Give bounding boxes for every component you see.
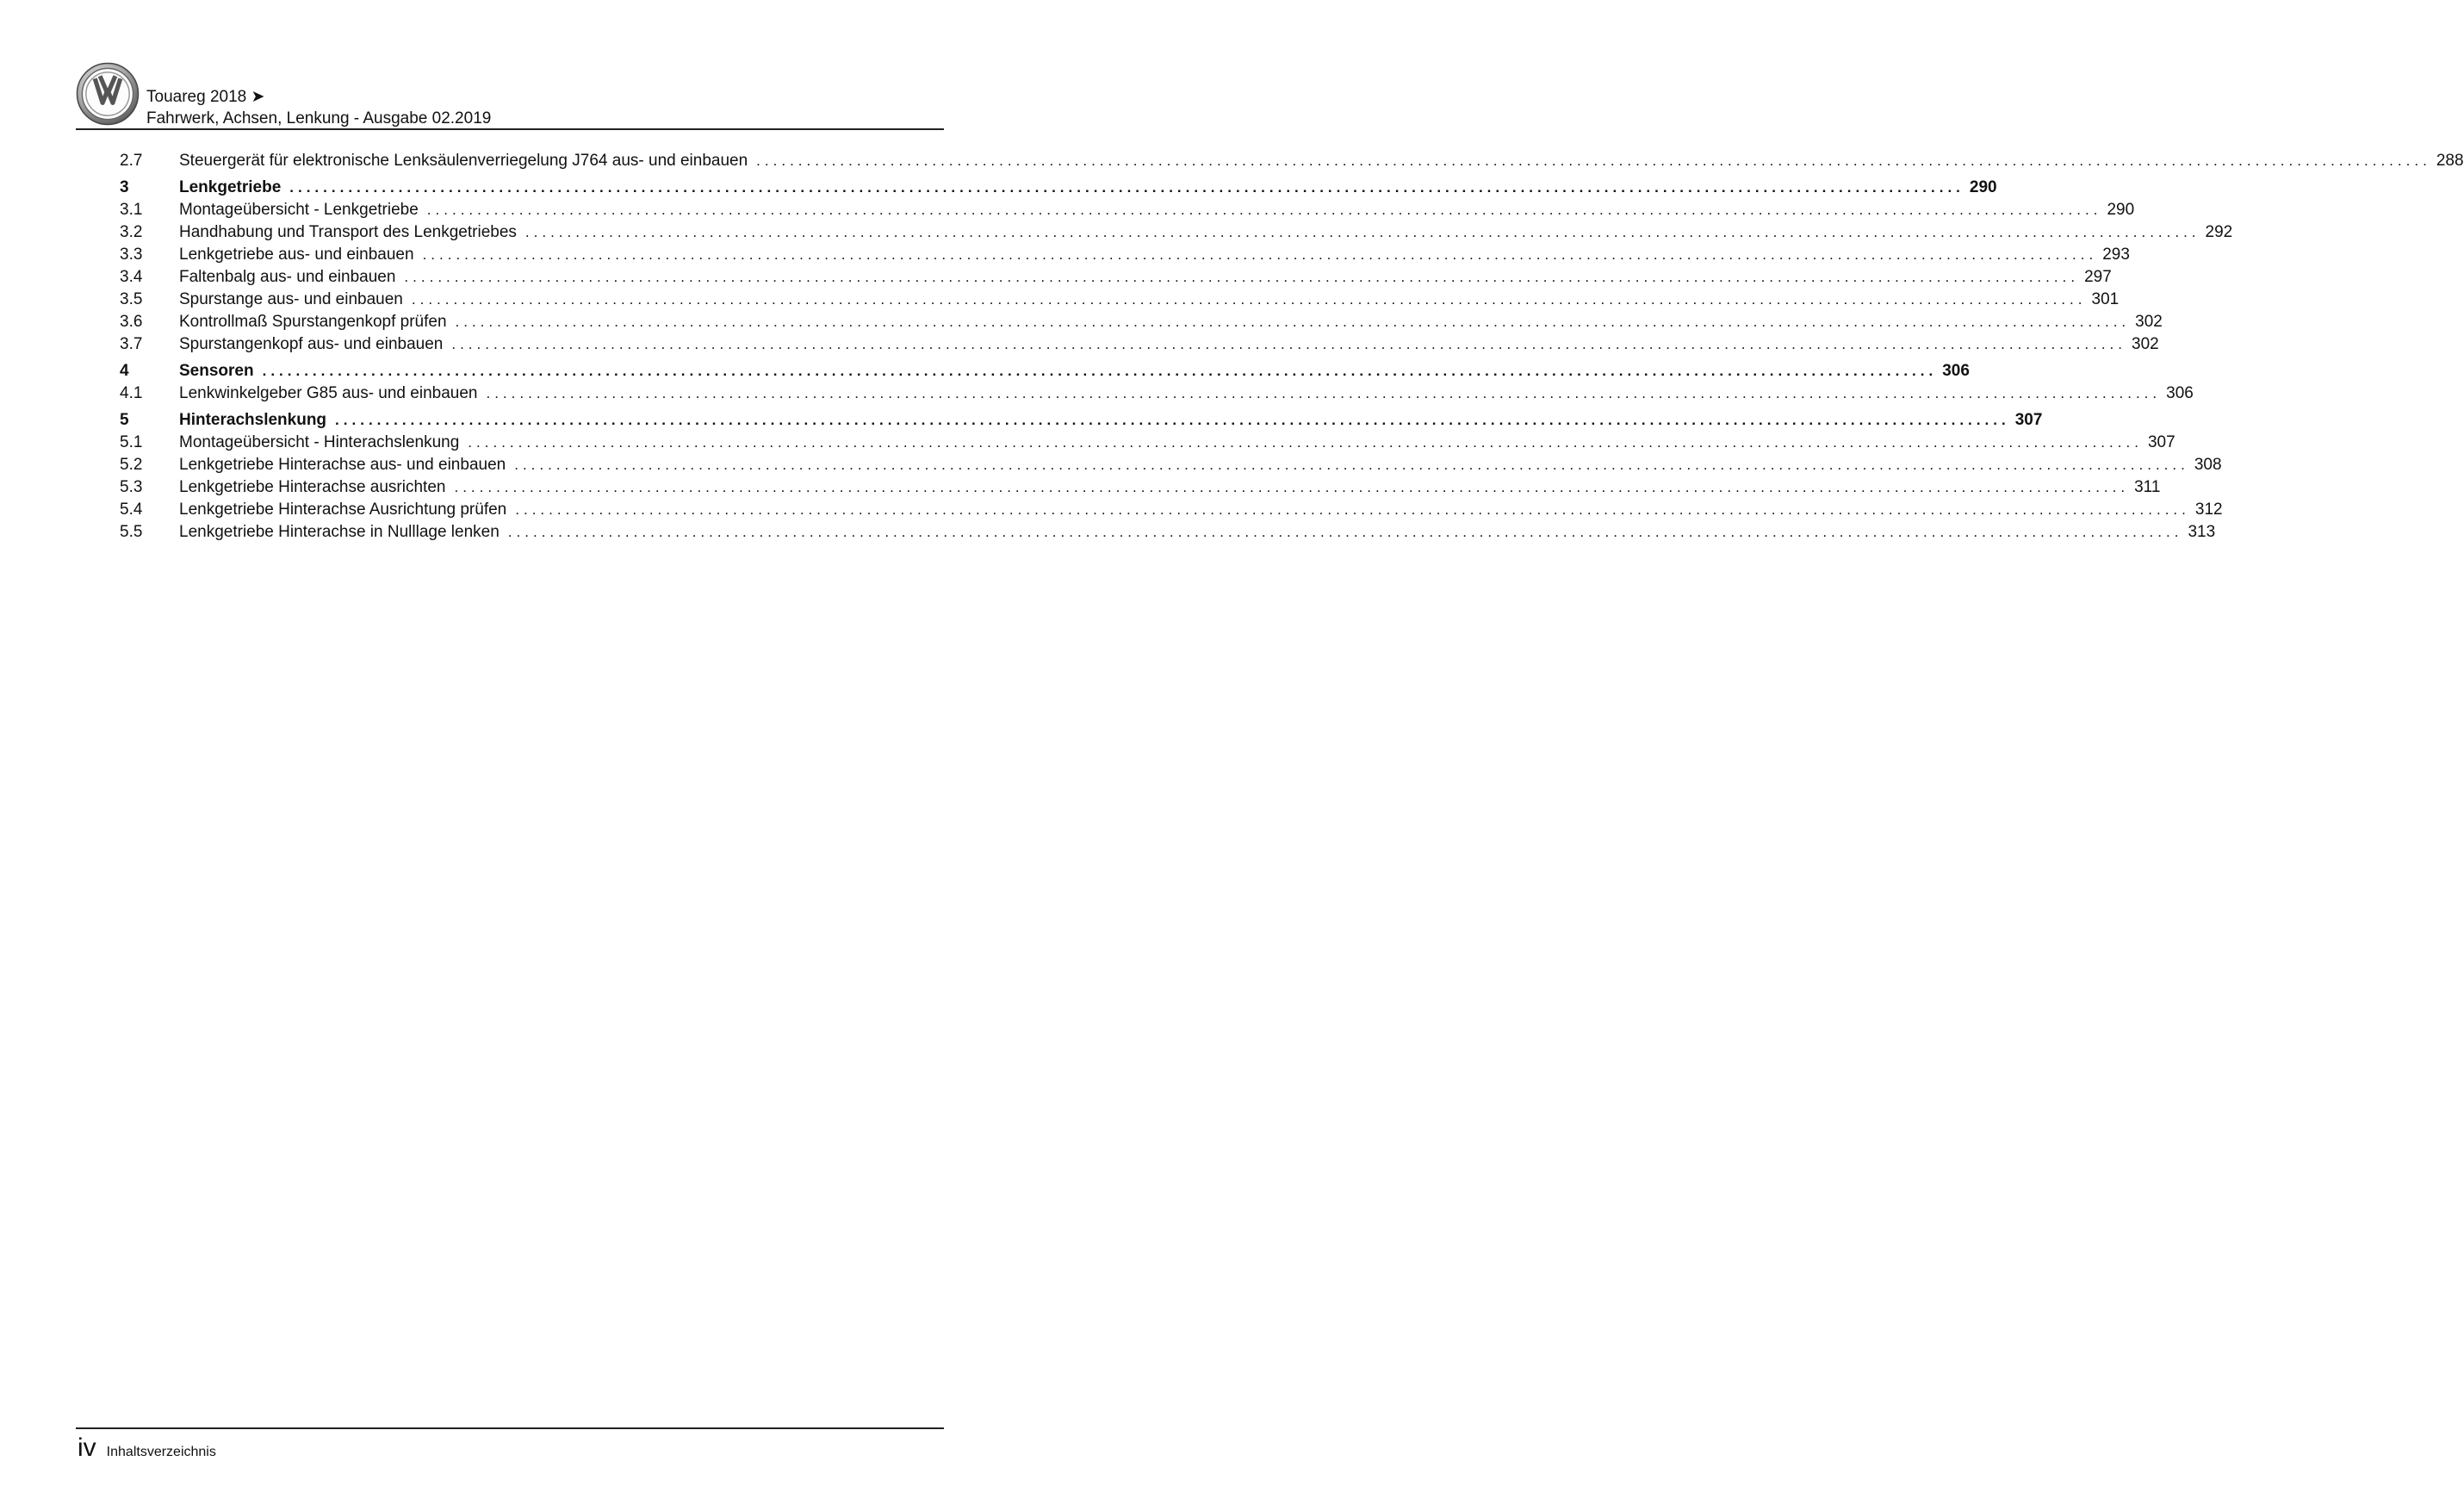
toc-entry-title: Kontrollmaß Spurstangenkopf prüfen [179,313,447,331]
document-model: Touareg 2018 ➤ [146,88,265,106]
toc-entry-title: Montageübersicht - Lenkgetriebe [179,201,419,219]
toc-entry-number: 3.5 [120,290,143,308]
toc-entry-page: 288 [2436,152,2464,170]
toc-entry-number: 4.1 [120,384,143,402]
toc-entry[interactable] [120,433,2175,456]
toc-entry-page: 306 [1942,362,1970,380]
toc-chapter-entry[interactable] [120,178,1997,201]
toc-entry[interactable] [120,201,2135,223]
toc-entry[interactable] [120,456,2222,478]
toc-entry-title: Sensoren [179,362,254,380]
toc-entry-title: Spurstange aus- und einbauen [179,290,403,308]
toc-entry[interactable] [120,152,2464,174]
toc-entry-page: 301 [2091,290,2120,308]
toc-entry-number: 5.2 [120,456,143,474]
toc-entry-page: 290 [1969,178,1997,196]
toc-entry-page: 293 [2102,246,2130,264]
toc-dot-leader: ........................................................................................................................................................................................................ [262,363,1938,379]
toc-entry-number: 3.4 [120,268,143,286]
footer-label: Inhaltsverzeichnis [106,1445,216,1459]
toc-entry-title: Steuergerät für elektronische Lenksäulenverriegelung J764 aus- und einbauen [179,152,748,170]
toc-entry-title: Lenkgetriebe Hinterachse Ausrichtung prüfen [179,501,507,519]
toc-entry[interactable] [120,246,2130,268]
page-footer [78,1433,216,1463]
toc-dot-leader: ........................................................................................................................................................................................................ [411,291,2087,308]
toc-dot-leader: ........................................................................................................................................................................................................ [426,202,2102,218]
toc-entry-number: 4 [120,362,129,380]
toc-entry-page: 312 [2194,501,2223,519]
toc-entry-title: Montageübersicht - Hinterachslenkung [179,433,460,451]
toc-entry-page: 290 [2107,201,2135,219]
toc-dot-leader: ........................................................................................................................................................................................................ [451,336,2126,352]
toc-entry[interactable] [120,290,2120,313]
toc-entry-number: 5.5 [120,523,143,541]
toc-entry[interactable] [120,268,2112,290]
toc-entry-number: 5 [120,411,129,429]
toc-dot-leader: ........................................................................................................................................................................................................ [468,434,2143,451]
table-of-contents [120,152,2464,545]
toc-entry[interactable] [120,501,2223,523]
toc-dot-leader: ........................................................................................................................................................................................................ [454,479,2130,495]
vw-logo-icon [76,62,140,126]
toc-entry-number: 3.3 [120,246,143,264]
toc-dot-leader: ........................................................................................................................................................................................................ [756,152,2431,169]
toc-dot-leader: ........................................................................................................................................................................................................ [514,457,2189,473]
toc-entry-page: 307 [2014,411,2043,429]
document-subtitle: Fahrwerk, Achsen, Lenkung - Ausgabe 02.2019 [146,109,492,127]
toc-dot-leader: ........................................................................................................................................................................................................ [515,501,2190,518]
toc-entry-number: 5.1 [120,433,143,451]
toc-entry-number: 3.1 [120,201,143,219]
toc-entry-page: 302 [2132,335,2159,353]
toc-entry-title: Hinterachslenkung [179,411,327,429]
toc-dot-leader: ........................................................................................................................................................................................................ [289,179,1964,196]
toc-entry-number: 5.3 [120,478,143,496]
toc-entry-number: 3.6 [120,313,143,331]
toc-dot-leader: ........................................................................................................................................................................................................ [507,524,2183,540]
toc-entry-title: Lenkgetriebe [179,178,282,196]
toc-entry[interactable] [120,523,2216,545]
footer-divider [76,1427,944,1429]
toc-entry-title: Faltenbalg aus- und einbauen [179,268,396,286]
toc-entry[interactable] [120,335,2159,358]
toc-dot-leader: ........................................................................................................................................................................................................ [524,224,2200,240]
toc-entry[interactable] [120,478,2161,501]
toc-entry-page: 306 [2166,384,2194,402]
toc-dot-leader: ........................................................................................................................................................................................................ [455,314,2131,330]
toc-entry-page: 311 [2134,478,2161,496]
toc-chapter-entry[interactable] [120,411,2043,433]
toc-entry[interactable] [120,313,2163,335]
toc-entry-number: 3 [120,178,129,196]
toc-entry-page: 292 [2205,223,2233,241]
header-divider [76,128,944,130]
page-number: iv [78,1433,96,1462]
toc-chapter-entry[interactable] [120,362,1970,384]
toc-entry-title: Lenkwinkelgeber G85 aus- und einbauen [179,384,478,402]
toc-entry-number: 5.4 [120,501,143,519]
toc-entry-number: 3.2 [120,223,143,241]
toc-entry-page: 313 [2188,523,2216,541]
toc-entry-title: Lenkgetriebe Hinterachse aus- und einbauen [179,456,506,474]
toc-entry-number: 3.7 [120,335,143,353]
toc-entry-page: 307 [2147,433,2175,451]
toc-dot-leader: ........................................................................................................................................................................................................ [486,385,2162,401]
toc-entry-title: Lenkgetriebe Hinterachse in Nulllage lenken [179,523,500,541]
toc-dot-leader: ........................................................................................................................................................................................................ [422,246,2098,263]
toc-dot-leader: ........................................................................................................................................................................................................ [335,412,2010,428]
toc-entry-page: 308 [2194,456,2222,474]
toc-entry[interactable] [120,223,2233,246]
toc-entry[interactable] [120,384,2194,407]
toc-entry-title: Lenkgetriebe aus- und einbauen [179,246,414,264]
page-header [76,62,944,131]
toc-dot-leader: ........................................................................................................................................................................................................ [404,269,2080,285]
toc-entry-page: 297 [2084,268,2112,286]
toc-entry-number: 2.7 [120,152,143,170]
toc-entry-title: Handhabung und Transport des Lenkgetriebes [179,223,517,241]
toc-entry-title: Spurstangenkopf aus- und einbauen [179,335,444,353]
toc-entry-title: Lenkgetriebe Hinterachse ausrichten [179,478,446,496]
toc-entry-page: 302 [2135,313,2163,331]
